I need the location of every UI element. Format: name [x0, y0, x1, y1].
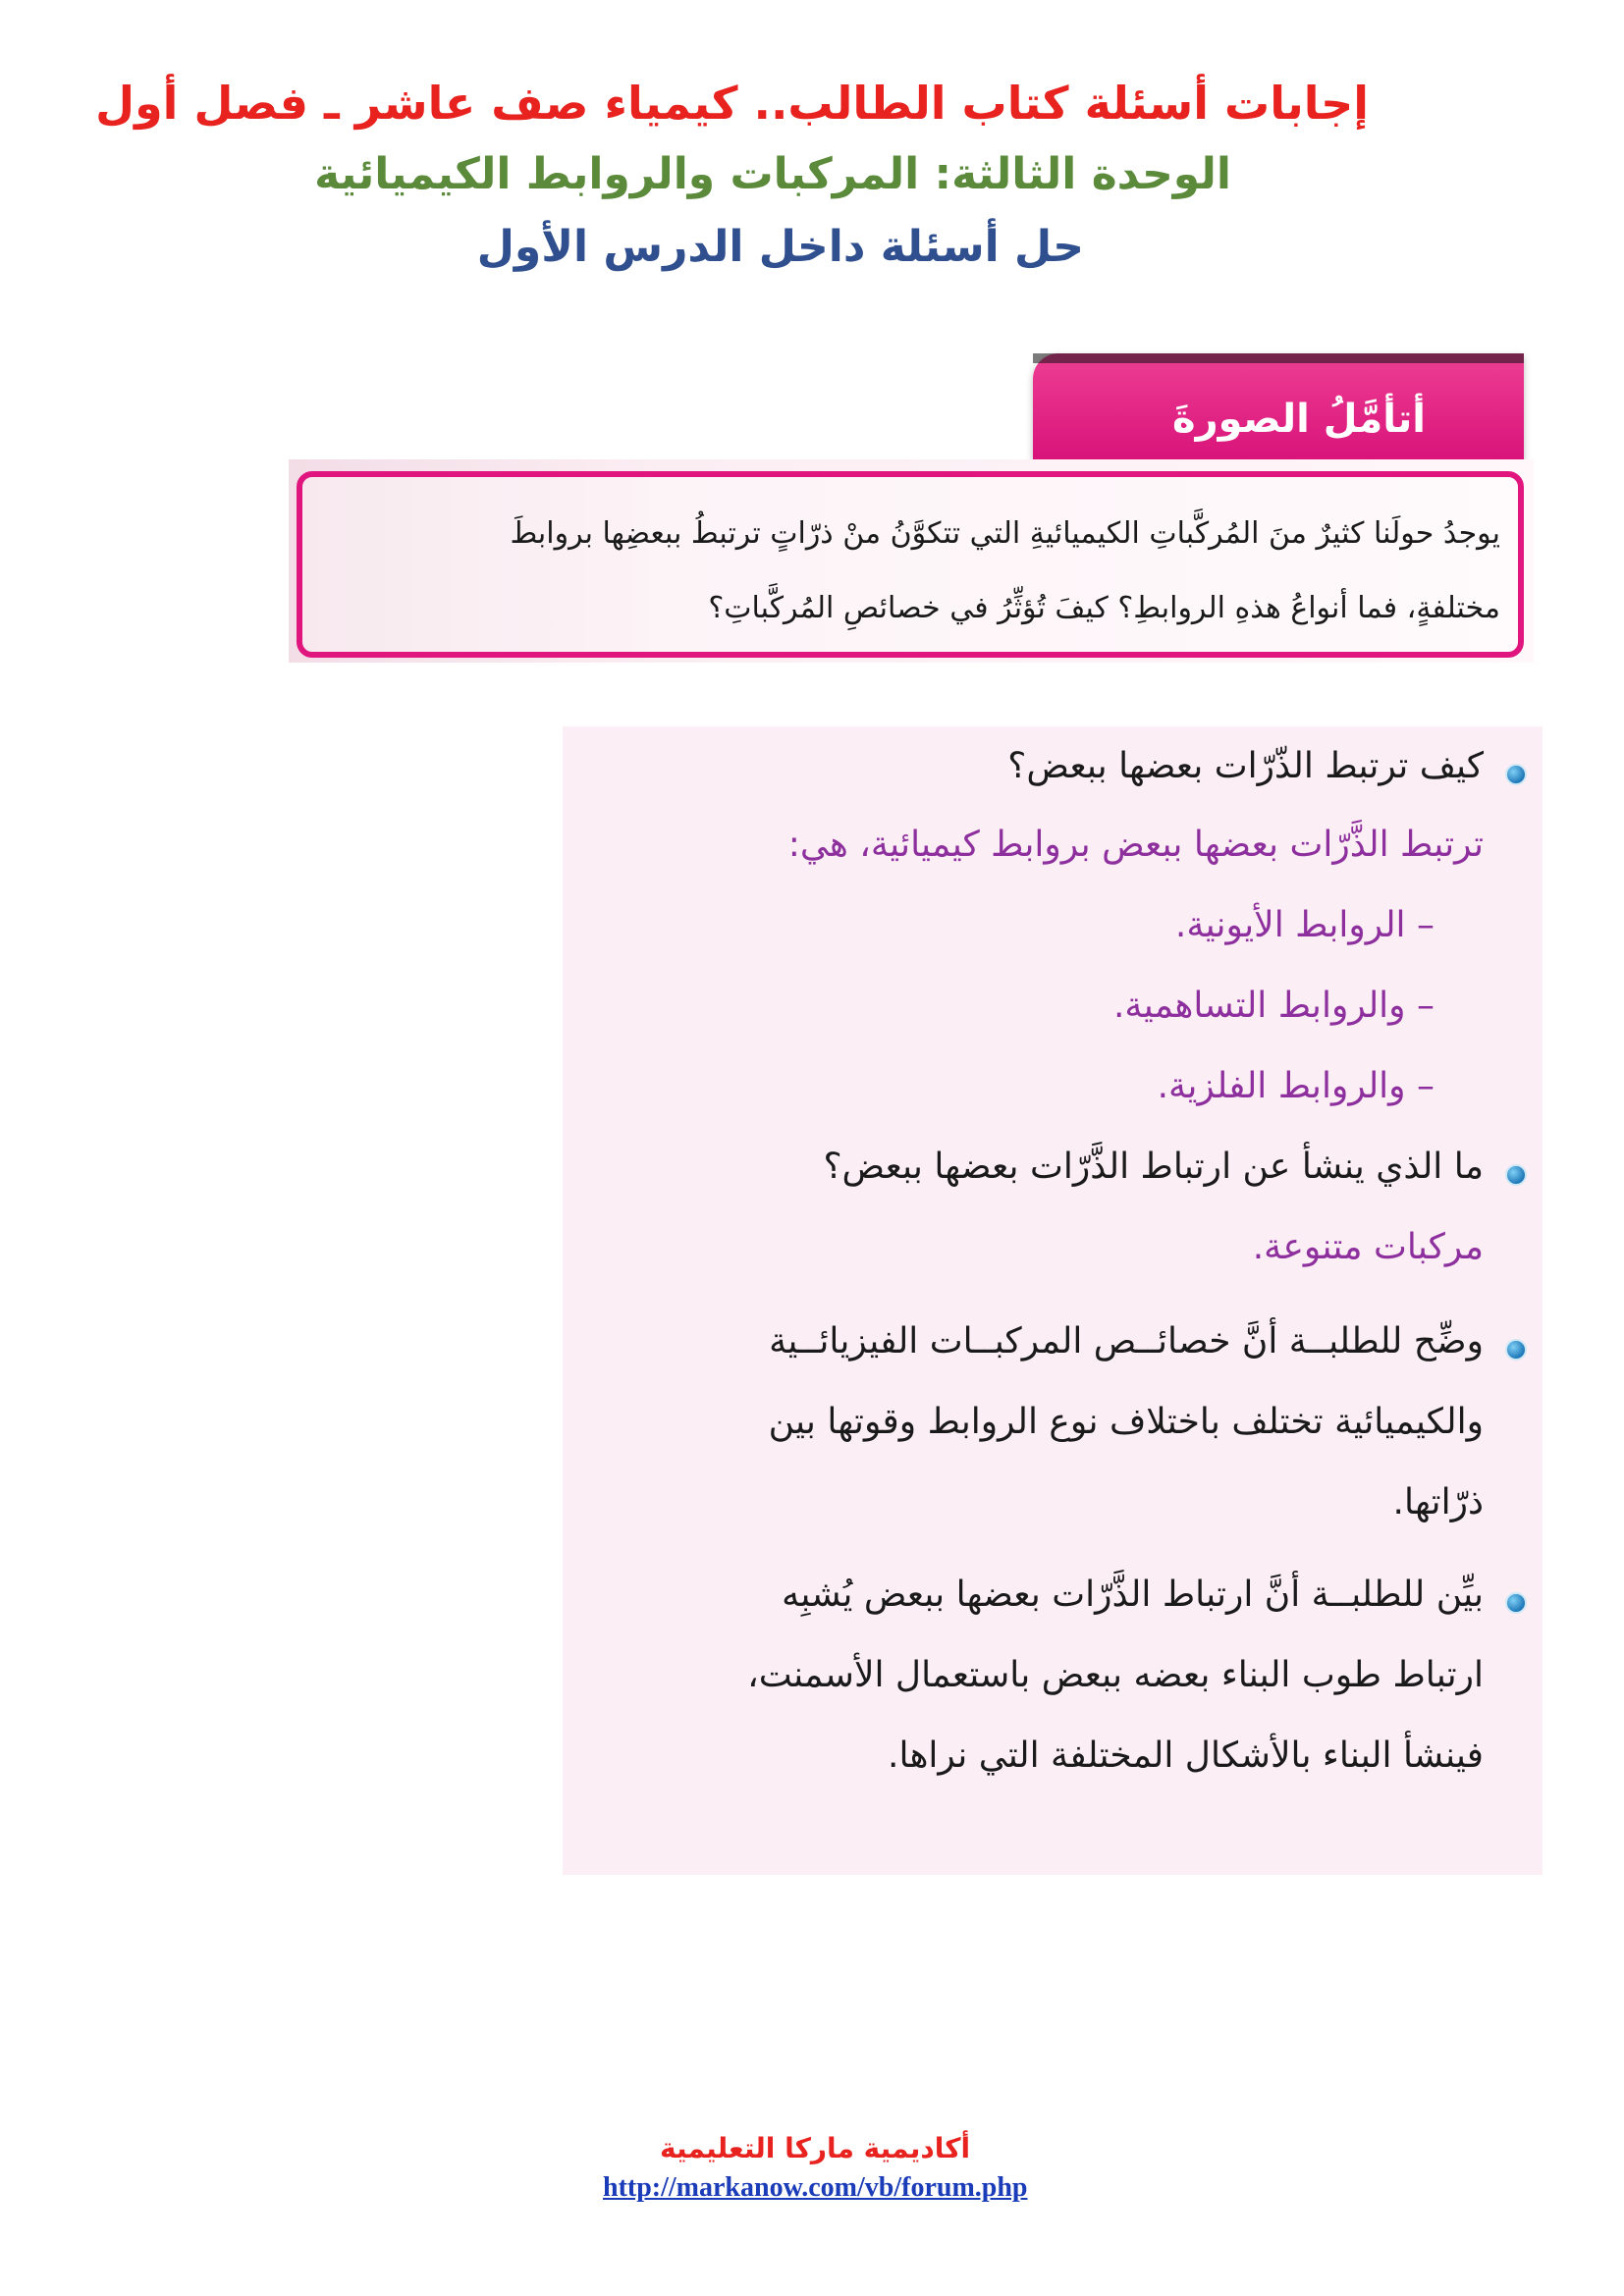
answer-2: مركبات متنوعة.	[1252, 1227, 1484, 1267]
observe-line-2: مختلفةٍ، فما أنواعُ هذهِ الروابطِ؟ كيفَ تُؤثِّرُ في خصائصِ المُركَّباتِ؟	[708, 591, 1500, 625]
observe-card	[289, 459, 1534, 663]
note-2-line: فينشأ البناء بالأشكال المختلفة التي نراها.	[888, 1735, 1484, 1776]
bullet-icon	[1505, 1592, 1527, 1614]
observe-picture-box	[289, 353, 1534, 663]
observe-title: أتأمَّلُ الصورةَ	[1171, 397, 1426, 442]
unit-title: الوحدة الثالثة: المركبات والروابط الكيميائية	[314, 149, 1231, 199]
observe-frame	[297, 471, 1524, 658]
tab-shadow	[1033, 353, 1524, 363]
lesson-title: حل أسئلة داخل الدرس الأول	[476, 222, 1084, 272]
note-1	[769, 1321, 1484, 1362]
question-1	[1007, 746, 1484, 786]
answer-1-item: – والروابط التساهمية.	[1112, 986, 1435, 1026]
question-2	[823, 1147, 1484, 1187]
answer-1-item: – والروابط الفلزية.	[1157, 1066, 1435, 1106]
observe-text	[298, 497, 1500, 646]
answer-1-item: – الروابط الأيونية.	[1174, 905, 1435, 945]
note-1-line: وضِّح للطلبــة أنَّ خصائــص المركبــات الفيزيائــية	[769, 1321, 1484, 1362]
page-title: إجابات أسئلة كتاب الطالب.. كيمياء صف عاشر ـ فصل أول	[95, 77, 1369, 130]
bullet-icon	[1505, 1339, 1527, 1361]
note-1-line: ذرّاتها.	[1392, 1482, 1484, 1522]
answer-1: ترتبط الذَّرّات بعضها ببعض بروابط كيميائية، هي:	[787, 825, 1484, 865]
question-2-text: ما الذي ينشأ عن ارتباط الذَّرّات بعضها ببعض؟	[823, 1147, 1484, 1187]
question-1-text: كيف ترتبط الذّرّات بعضها ببعض؟	[1007, 746, 1484, 786]
bullet-icon	[1505, 1164, 1527, 1186]
observe-line-1: يوجدُ حولَنا كثيرٌ منَ المُركَّباتِ الكيميائيةِ التي تتكوَّنُ منْ ذرّاتٍ ترتبطُ ببعضِها بروابطَ	[510, 516, 1500, 551]
note-2	[782, 1575, 1484, 1615]
note-2-line: بيِّن للطلبــة أنَّ ارتباط الذَّرّات بعضها ببعض يُشبِه	[782, 1575, 1484, 1615]
footer-link[interactable]: http://markanow.com/vb/forum.php	[603, 2172, 1028, 2203]
bullet-icon	[1505, 764, 1527, 785]
note-1-line: والكيميائية تختلف باختلاف نوع الروابط وقوتها بين	[768, 1402, 1484, 1442]
note-2-line: ارتباط طوب البناء بعضه ببعض باستعمال الأسمنت،	[747, 1655, 1484, 1695]
answers-panel	[563, 726, 1543, 1875]
observe-tab	[1033, 353, 1524, 461]
footer-academy-name: أكاديمية ماركا التعليمية	[660, 2132, 971, 2164]
